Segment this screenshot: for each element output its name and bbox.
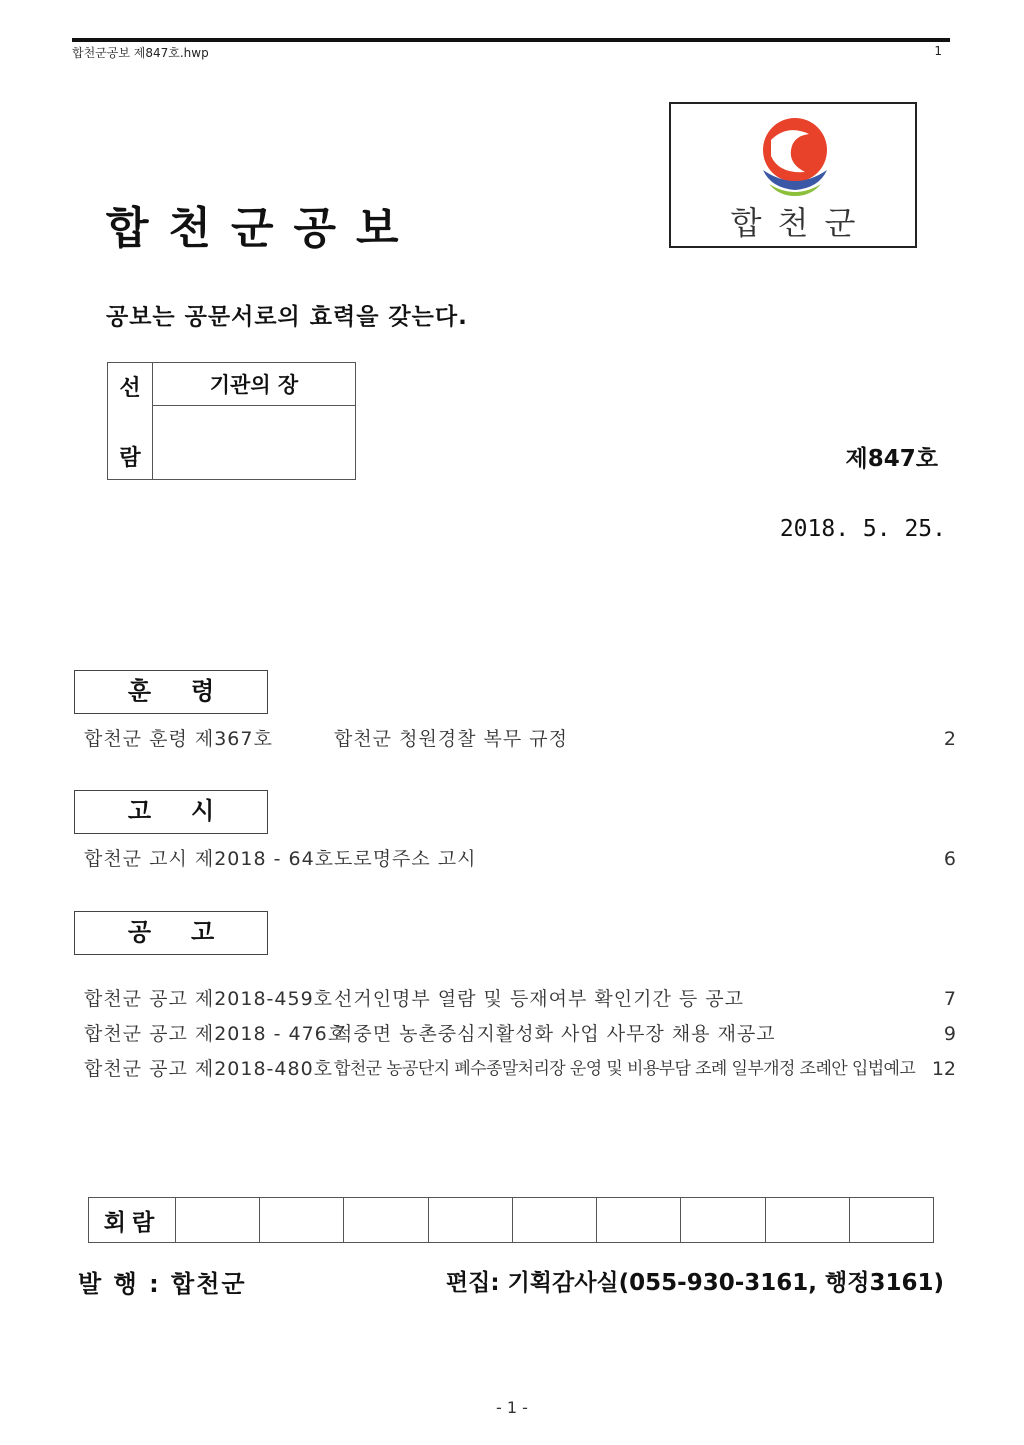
circulation-cell	[681, 1198, 765, 1243]
header-page: 1	[934, 44, 942, 58]
approval-sign-cell	[153, 406, 356, 480]
editor-contact: 편집: 기획감사실(055-930-3161, 행정3161)	[445, 1270, 944, 1296]
toc-title: 합천군 농공단지 폐수종말처리장 운영 및 비용부담 조례 일부개정 조례안 입법예고	[334, 1059, 916, 1079]
toc-row[interactable]	[84, 986, 956, 1012]
hapcheon-emblem-icon	[757, 114, 833, 200]
approval-table	[107, 362, 356, 480]
toc-row[interactable]	[84, 726, 956, 752]
toc-title: 도로명주소 고시	[334, 848, 477, 870]
toc-row[interactable]	[84, 1056, 956, 1082]
section-header-gosi: 고시	[74, 790, 268, 834]
circulation-label: 회람	[89, 1198, 176, 1243]
subtitle: 공보는 공문서로의 효력을 갖는다.	[106, 304, 468, 330]
circulation-cell	[512, 1198, 596, 1243]
toc-row[interactable]	[84, 846, 956, 872]
section-header-hunryeong: 훈령	[74, 670, 268, 714]
approval-side-bottom: 람	[119, 446, 141, 471]
approval-head: 기관의 장	[153, 363, 356, 406]
page-number: - 1 -	[496, 1398, 528, 1417]
publisher: 발 행 : 합천군	[78, 1270, 247, 1298]
circulation-cell	[849, 1198, 933, 1243]
header-rule	[72, 38, 950, 42]
toc-page: 12	[931, 1058, 956, 1080]
page-title: 합천군공보	[106, 203, 419, 254]
toc-row[interactable]	[84, 1021, 956, 1047]
issue-date: 2018. 5. 25.	[779, 516, 946, 542]
issue-number: 제847호	[845, 446, 938, 472]
toc-doc-number: 합천군 훈령 제367호	[84, 728, 273, 750]
circulation-cell	[597, 1198, 681, 1243]
toc-doc-number: 합천군 공고 제2018-480호	[84, 1058, 334, 1080]
logo-box	[669, 102, 917, 248]
circulation-cell	[765, 1198, 849, 1243]
toc-page: 9	[943, 1023, 956, 1045]
toc-title: 적중면 농촌중심지활성화 사업 사무장 채용 재공고	[334, 1023, 776, 1045]
approval-side-top: 선	[119, 376, 141, 401]
approval-side-label	[108, 363, 153, 480]
logo-org-name: 합천군	[730, 204, 872, 242]
header-file-name: 합천군공보 제847호.hwp	[72, 46, 209, 60]
circulation-cell	[428, 1198, 512, 1243]
toc-page: 7	[943, 988, 956, 1010]
toc-page: 2	[943, 728, 956, 750]
toc-title: 선거인명부 열람 및 등재여부 확인기간 등 공고	[334, 988, 744, 1010]
circulation-cell	[260, 1198, 344, 1243]
toc-title: 합천군 청원경찰 복무 규정	[334, 728, 569, 750]
toc-doc-number: 합천군 공고 제2018 - 476호	[84, 1023, 348, 1045]
toc-doc-number: 합천군 공고 제2018-459호	[84, 988, 334, 1010]
toc-doc-number: 합천군 고시 제2018 - 64호	[84, 848, 335, 870]
toc-page: 6	[943, 848, 956, 870]
section-header-gonggo: 공고	[74, 911, 268, 955]
circulation-cell	[344, 1198, 428, 1243]
circulation-table	[88, 1197, 934, 1243]
circulation-cell	[176, 1198, 260, 1243]
